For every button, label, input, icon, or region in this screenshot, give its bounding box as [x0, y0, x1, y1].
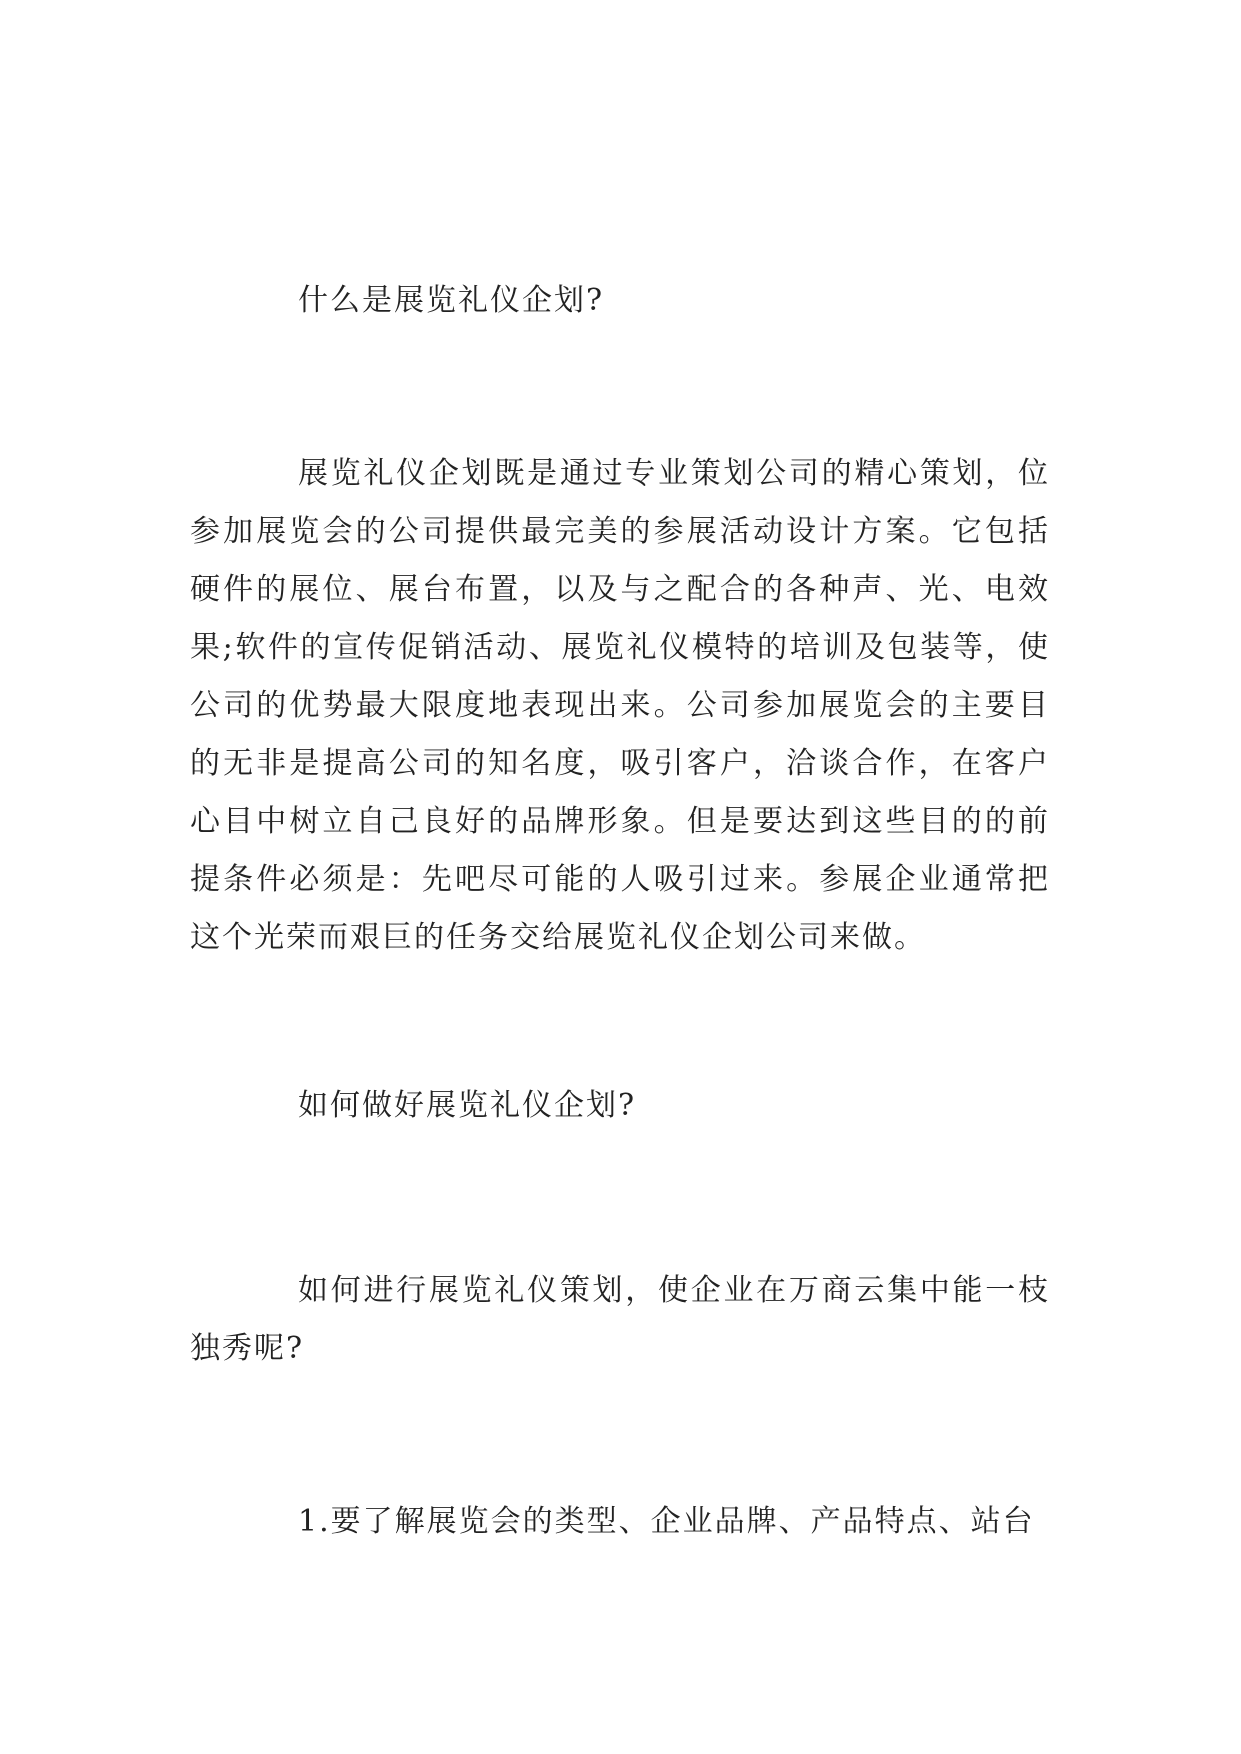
body-paragraph-definition: 展览礼仪企划既是通过专业策划公司的精心策划，位参加展览会的公司提供最完美的参展活动设计方案。它包括硬件的展位、展台布置，以及与之配合的各种声、光、电效果;软件的宣传促销活动、展览礼仪模特的培训及包装等，使公司的优势最大限度地表现出来。公司参加展览会的主要目的无非是提高公司的知名度，吸引客户，洽谈合作，在客户心目中树立自己良好的品牌形象。但是要达到这些目的的前提条件必须是：先吧尽可能的人吸引过来。参展企业通常把这个光荣而艰巨的任务交给展览礼仪企划公司来做。 [190, 456, 1050, 955]
body-paragraph-question: 如何进行展览礼仪策划，使企业在万商云集中能一枝独秀呢? [190, 1273, 1050, 1366]
section-heading-how-to: 如何做好展览礼仪企划? [298, 1088, 637, 1123]
list-item-1: 1.要了解展览会的类型、企业品牌、产品特点、站台 [298, 1504, 1035, 1539]
section-heading-what-is: 什么是展览礼仪企划? [298, 283, 605, 318]
